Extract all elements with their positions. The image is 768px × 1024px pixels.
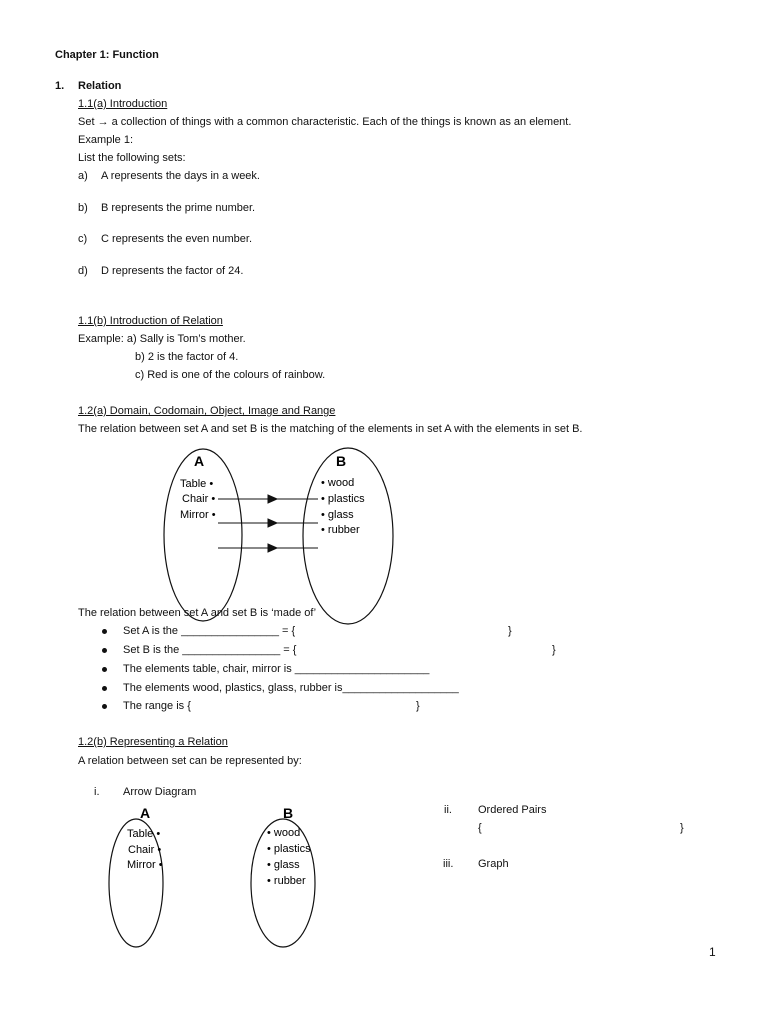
subsection-title-1-1b: 1.1(b) Introduction of Relation — [78, 315, 223, 327]
section-title: Relation — [78, 80, 122, 92]
method-label: Ordered Pairs — [478, 804, 547, 816]
set-b-oval — [303, 448, 393, 624]
bullet-icon — [102, 648, 107, 653]
set-b-element: • rubber — [267, 875, 306, 887]
set-b-element: • wood — [321, 477, 355, 489]
bullet-close-brace: } — [552, 644, 556, 656]
set-a-oval — [164, 449, 242, 621]
set-b-label: B — [335, 453, 347, 469]
set-definition: Set → a collection of things with a common characteristic. Each of the things is known as an element. — [78, 116, 572, 128]
relation-example-a: Example: a) Sally is Tom’s mother. — [78, 333, 246, 345]
set-a-element: Table • — [180, 478, 214, 490]
subsection-title-1-1a: 1.1(a) Introduction — [78, 98, 168, 110]
set-b-label: B — [282, 805, 294, 821]
representation-description: A relation between set can be represented by: — [78, 755, 302, 767]
ordered-pairs-open-brace: { — [478, 822, 482, 834]
method-label: Graph — [478, 858, 509, 870]
set-b-element: • glass — [267, 859, 300, 871]
bullet-icon — [102, 704, 107, 709]
bullet-text: The elements table, chair, mirror is ______________________ — [123, 663, 430, 675]
bullet-text: Set B is the ________________ = { — [123, 644, 297, 656]
method-number: iii. — [443, 858, 454, 870]
set-b-element: • plastics — [321, 493, 365, 505]
bullet-close-brace: } — [508, 625, 512, 637]
list-item-text: A represents the days in a week. — [101, 170, 260, 182]
list-item-label: a) — [78, 170, 88, 182]
list-item-text: B represents the prime number. — [101, 202, 256, 214]
method-label: Arrow Diagram — [123, 786, 197, 798]
relation-description: The relation between set A and set B is the matching of the elements in set A with the elements in set B. — [78, 423, 583, 435]
bullet-text: Set A is the ________________ = { — [123, 625, 296, 637]
subsection-title-1-2b: 1.2(b) Representing a Relation — [78, 736, 228, 748]
list-item-text: C represents the even number. — [101, 233, 253, 245]
bullet-text: The elements wood, plastics, glass, rubber is___________________ — [123, 682, 459, 694]
list-item-text: D represents the factor of 24. — [101, 265, 244, 277]
relation-example-c: c) Red is one of the colours of rainbow. — [135, 369, 326, 381]
page-number: 1 — [709, 945, 716, 959]
relation-made-of-text: The relation between set A and set B is ‘made of’ — [78, 607, 317, 619]
set-a-element: Chair • — [128, 844, 162, 856]
section-number: 1. — [55, 80, 65, 92]
arrow-head — [268, 495, 277, 503]
set-b-element: • plastics — [267, 843, 311, 855]
list-item-label: c) — [78, 233, 88, 245]
bullet-close-brace: } — [416, 700, 420, 712]
method-number: ii. — [444, 804, 452, 816]
example-label: Example 1: — [78, 134, 134, 146]
subsection-title-1-2a: 1.2(a) Domain, Codomain, Object, Image and Range — [78, 405, 336, 417]
ordered-pairs-close-brace: } — [680, 822, 684, 834]
relation-example-b: b) 2 is the factor of 4. — [135, 351, 239, 363]
set-b-element: • rubber — [321, 524, 360, 536]
bullet-icon — [102, 686, 107, 691]
set-b-element: • glass — [321, 509, 354, 521]
set-a-element: Mirror • — [127, 859, 163, 871]
list-item-label: d) — [78, 265, 88, 277]
bullet-text: The range is { — [123, 700, 191, 712]
instruction-text: List the following sets: — [78, 152, 186, 164]
arrow-head — [268, 519, 277, 527]
bullet-icon — [102, 667, 107, 672]
set-a-label: A — [193, 453, 205, 469]
list-item-label: b) — [78, 202, 88, 214]
bullet-icon — [102, 629, 107, 634]
set-a-element: Chair • — [182, 493, 216, 505]
set-b-element: • wood — [267, 827, 301, 839]
set-a-element: Mirror • — [180, 509, 216, 521]
chapter-title: Chapter 1: Function — [55, 49, 159, 61]
method-number: i. — [94, 786, 100, 798]
set-a-element: Table • — [127, 828, 161, 840]
arrow-head — [268, 544, 277, 552]
set-a-label: A — [139, 805, 151, 821]
